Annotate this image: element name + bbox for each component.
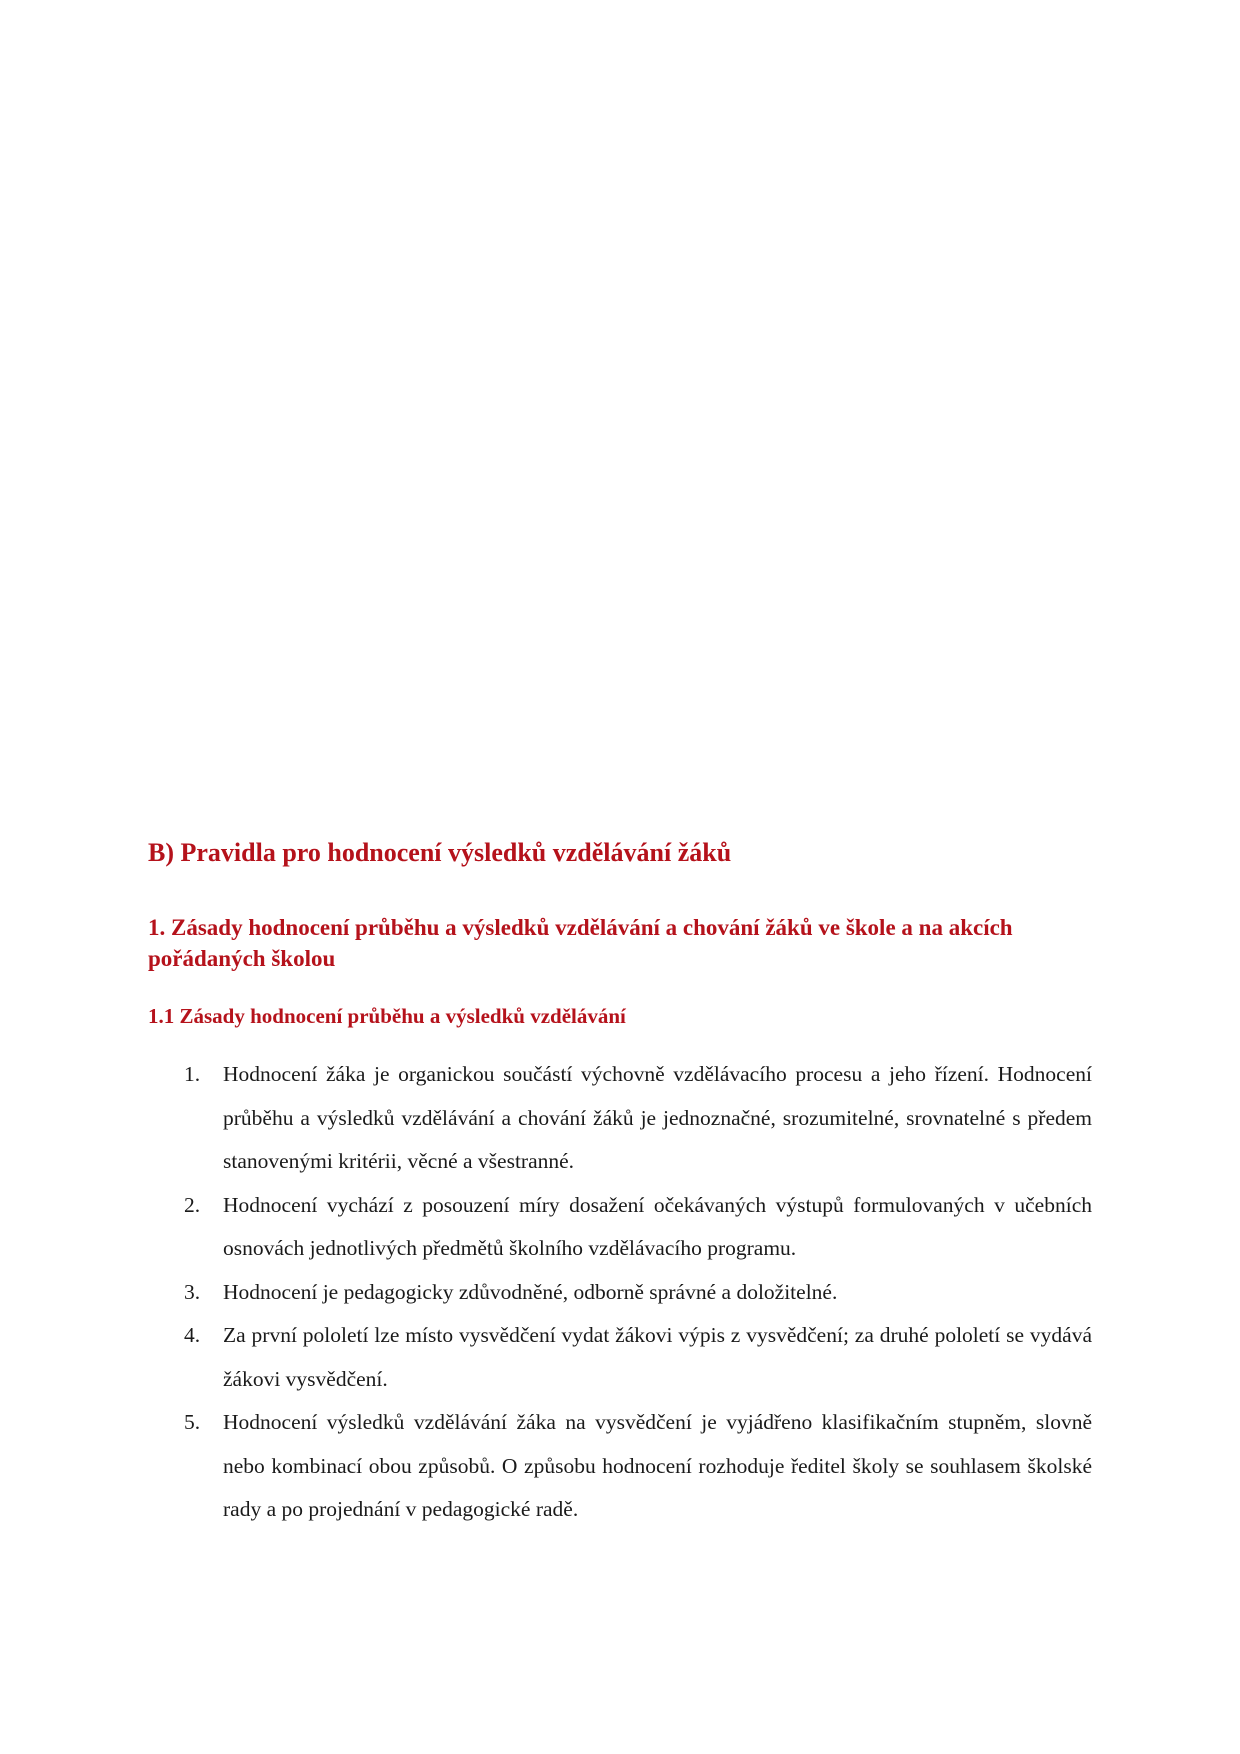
list-item xyxy=(148,1184,1092,1271)
list-item xyxy=(148,1053,1092,1184)
main-heading: B) Pravidla pro hodnocení výsledků vzdělávání žáků xyxy=(148,838,732,867)
list-item-text: Hodnocení žáka je organickou součástí výchovně vzdělávacího procesu a jeho řízení. Hodnocení průběhu a výsledků vzdělávání a chování žáků je jednoznačné, srozumitelné, srovnatelné s předem stanovenými kritérii, věcné a všestranné. xyxy=(223,1062,1092,1173)
list-item-text: Hodnocení je pedagogicky zdůvodněné, odborně správné a doložitelné. xyxy=(223,1279,838,1304)
document-content xyxy=(148,836,1092,1532)
list-item-number: 5. xyxy=(184,1410,201,1434)
list-item xyxy=(148,1314,1092,1401)
list-item-text: Hodnocení vychází z posouzení míry dosažení očekávaných výstupů formulovaných v učebních osnovách jednotlivých předmětů školního vzdělávacího programu. xyxy=(223,1192,1092,1260)
list-item-number: 4. xyxy=(184,1323,201,1347)
list-item xyxy=(148,1271,1092,1315)
principles-list xyxy=(148,1053,1092,1532)
list-item-text: Za první pololetí lze místo vysvědčení vydat žákovi výpis z vysvědčení; za druhé pololetí se vydává žákovi vysvědčení. xyxy=(223,1323,1092,1391)
list-item-number: 1. xyxy=(184,1062,201,1086)
list-item-number: 2. xyxy=(184,1192,201,1217)
subsection-heading: 1.1 Zásady hodnocení průběhu a výsledků vzdělávání xyxy=(148,1004,626,1028)
list-item-text: Hodnocení výsledků vzdělávání žáka na vysvědčení je vyjádřeno klasifikačním stupněm, slovně nebo kombinací obou způsobů. O způsobu hodnocení rozhoduje ředitel školy se souhlasem školské rady a po projednání v pedagogické radě. xyxy=(223,1410,1092,1521)
section-heading: 1. Zásady hodnocení průběhu a výsledků vzdělávání a chování žáků ve škole a na akcích pořádaných školou xyxy=(148,915,1013,971)
list-item-number: 3. xyxy=(184,1279,201,1304)
list-item xyxy=(148,1401,1092,1532)
